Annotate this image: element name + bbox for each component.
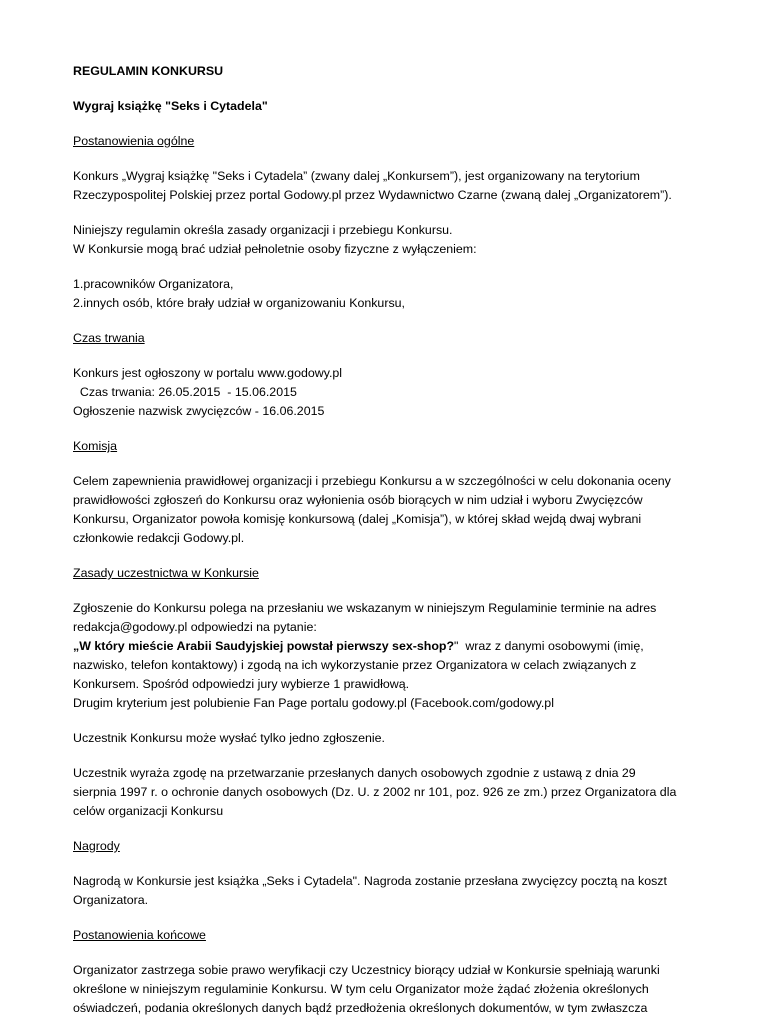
list-item: 2.innych osób, które brały udział w organizowaniu Konkursu, (73, 296, 405, 310)
paragraph-line: Czas trwania: 26.05.2015 - 15.06.2015 (73, 385, 297, 399)
paragraph-line: Konkursu, Organizator powoła komisję konkursową (dalej „Komisja”), w której skład wejdą dwaj wybrani (73, 512, 642, 526)
document-title: REGULAMIN KONKURSU (73, 64, 224, 78)
paragraph-line: Uczestnik wyraża zgodę na przetwarzanie przesłanych danych osobowych zgodnie z ustawą z dnia 29 (73, 766, 636, 780)
paragraph-line: W Konkursie mogą brać udział pełnoletnie osoby fizyczne z wyłączeniem: (73, 242, 477, 256)
list-item: 1.pracowników Organizatora, (73, 277, 234, 291)
paragraph-line: Celem zapewnienia prawidłowej organizacji i przebiegu Konkursu a w szczególności w celu dokonania oceny (73, 474, 671, 488)
paragraph-line: celów organizacji Konkursu (73, 804, 224, 818)
paragraph-line: sierpnia 1997 r. o ochronie danych osobowych (Dz. U. z 2002 nr 101, poz. 926 ze zm.) przez Organizatora dla (73, 785, 677, 799)
paragraph-line: Niniejszy regulamin określa zasady organizacji i przebiegu Konkursu. (73, 223, 453, 237)
paragraph-line: nazwisko, telefon kontaktowy) i zgodą na ich wykorzystanie przez Organizatora w celach związanych z (73, 658, 637, 672)
contest-question: „W który mieście Arabii Saudyjskiej powstał pierwszy sex-shop? (73, 639, 455, 653)
section-heading-commission: Komisja (73, 439, 118, 453)
paragraph-fragment: " wraz z danymi osobowymi (imię, (454, 639, 644, 653)
paragraph-line: Nagrodą w Konkursie jest książka „Seks i Cytadela". Nagroda zostanie przesłana zwycięzcy pocztą na koszt (73, 874, 667, 888)
paragraph-line: Drugim kryterium jest polubienie Fan Page portalu godowy.pl (Facebook.com/godowy.pl (73, 696, 554, 710)
question-line (73, 637, 713, 656)
paragraph-line: Organizatora. (73, 893, 149, 907)
paragraph-line: Organizator zastrzega sobie prawo weryfikacji czy Uczestnicy biorący udział w Konkursie spełniają warunki (73, 963, 660, 977)
paragraph-line: Konkurs „Wygraj książkę "Seks i Cytadela” (zwany dalej „Konkursem”), jest organizowany na terytorium (73, 169, 640, 183)
paragraph-line: Rzeczypospolitej Polskiej przez portal Godowy.pl przez Wydawnictwo Czarne (zwaną dalej „Organizatorem”). (73, 188, 672, 202)
paragraph-line: Konkursem. Spośród odpowiedzi jury wybierze 1 prawidłową. (73, 677, 410, 691)
paragraph-line: Uczestnik Konkursu może wysłać tylko jedno zgłoszenie. (73, 731, 385, 745)
section-heading-final: Postanowienia końcowe (73, 928, 206, 942)
section-heading-general: Postanowienia ogólne (73, 134, 195, 148)
paragraph-line: Konkurs jest ogłoszony w portalu www.godowy.pl (73, 366, 343, 380)
paragraph-line: Ogłoszenie nazwisk zwycięzców - 16.06.2015 (73, 404, 325, 418)
document-page (73, 62, 713, 1018)
section-heading-duration: Czas trwania (73, 331, 145, 345)
section-heading-rules: Zasady uczestnictwa w Konkursie (73, 566, 259, 580)
section-heading-prizes: Nagrody (73, 839, 120, 853)
paragraph-line: członkowie redakcji Godowy.pl. (73, 531, 245, 545)
paragraph-line: określone w niniejszym regulaminie Konkursu. W tym celu Organizator może żądać złożenia określonych (73, 982, 649, 996)
paragraph-line: redakcja@godowy.pl odpowiedzi na pytanie: (73, 620, 317, 634)
document-subtitle: Wygraj książkę "Seks i Cytadela" (73, 99, 268, 113)
paragraph-line: prawidłowości zgłoszeń do Konkursu oraz wyłonienia osób biorących w nim udział i wyboru Zwycięzców (73, 493, 643, 507)
paragraph-line: Zgłoszenie do Konkursu polega na przesłaniu we wskazanym w niniejszym Regulaminie terminie na adres (73, 601, 657, 615)
paragraph-line: oświadczeń, podania określonych danych bądź przedłożenia określonych dokumentów, w tym zwłaszcza (73, 1001, 648, 1015)
